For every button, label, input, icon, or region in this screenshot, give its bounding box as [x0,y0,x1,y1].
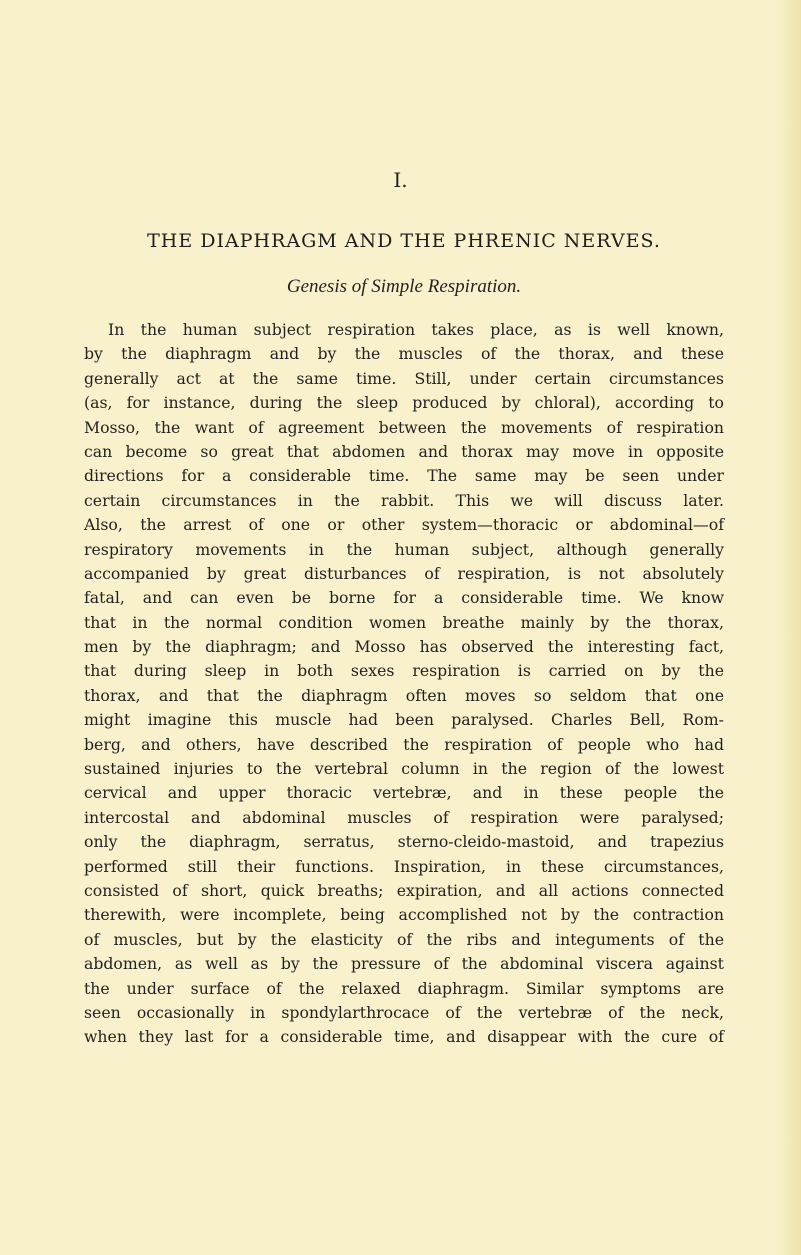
paragraph-line: consisted of short, quick breaths; expiration, and all actions connected [84,880,724,900]
paragraph-line: Also, the arrest of one or other system—thoracic or abdominal—of [84,515,724,535]
paragraph-line: abdomen, as well as by the pressure of the abdominal viscera against [84,954,724,974]
paragraph-line: generally act at the same time. Still, under certain circumstances [84,368,724,388]
paragraph-line: might imagine this muscle had been paralysed. Charles Bell, Rom- [84,710,724,730]
paragraph-line: of muscles, but by the elasticity of the ribs and integuments of the [84,929,724,949]
paragraph-line: performed still their functions. Inspiration, in these circumstances, [84,856,724,876]
paragraph-line: therewith, were incomplete, being accomplished not by the contraction [84,905,724,925]
section-heading: Genesis of Simple Respiration. [286,276,522,297]
paragraph-line: the under surface of the relaxed diaphragm. Similar symptoms are [84,978,724,998]
paragraph-line: respiratory movements in the human subject, although generally [84,539,724,559]
paragraph-line: thorax, and that the diaphragm often moves so seldom that one [84,685,724,705]
paragraph-line: by the diaphragm and by the muscles of the thorax, and these [84,344,724,364]
body-paragraph [84,318,724,1050]
chapter-title: THE DIAPHRAGM AND THE PHRENIC NERVES. [147,230,661,252]
paragraph-line: In the human subject respiration takes place, as is well known, [108,320,724,339]
paragraph-line: (as, for instance, during the sleep produced by chloral), according to [84,393,724,413]
paragraph-line: intercostal and abdominal muscles of respiration were paralysed; [84,807,724,827]
paragraph-line: when they last for a considerable time, and disappear with the cure of [84,1027,724,1047]
paragraph-line: certain circumstances in the rabbit. This we will discuss later. [84,490,724,510]
paragraph-line: men by the diaphragm; and Mosso has observed the interesting fact, [84,637,724,657]
paragraph-line: sustained injuries to the vertebral column in the region of the lowest [84,759,724,779]
paragraph-line: directions for a considerable time. The same may be seen under [84,466,724,486]
paragraph-line: can become so great that abdomen and thorax may move in opposite [84,441,724,461]
paragraph-line: cervical and upper thoracic vertebræ, and in these people the [84,783,724,803]
paragraph-line: seen occasionally in spondylarthrocace of the vertebræ of the neck, [84,1002,724,1022]
paragraph-line: Mosso, the want of agreement between the movements of respiration [84,417,724,437]
paragraph-line: fatal, and can even be borne for a considerable time. We know [84,588,724,608]
paragraph-line: that during sleep in both sexes respiration is carried on by the [84,661,724,681]
chapter-number: I. [393,168,408,192]
paragraph-line: accompanied by great disturbances of respiration, is not absolutely [84,563,724,583]
paragraph-line: berg, and others, have described the respiration of people who had [84,734,724,754]
paragraph-line: only the diaphragm, serratus, sterno-cleido-mastoid, and trapezius [84,832,724,852]
paragraph-line: that in the normal condition women breathe mainly by the thorax, [84,612,724,632]
